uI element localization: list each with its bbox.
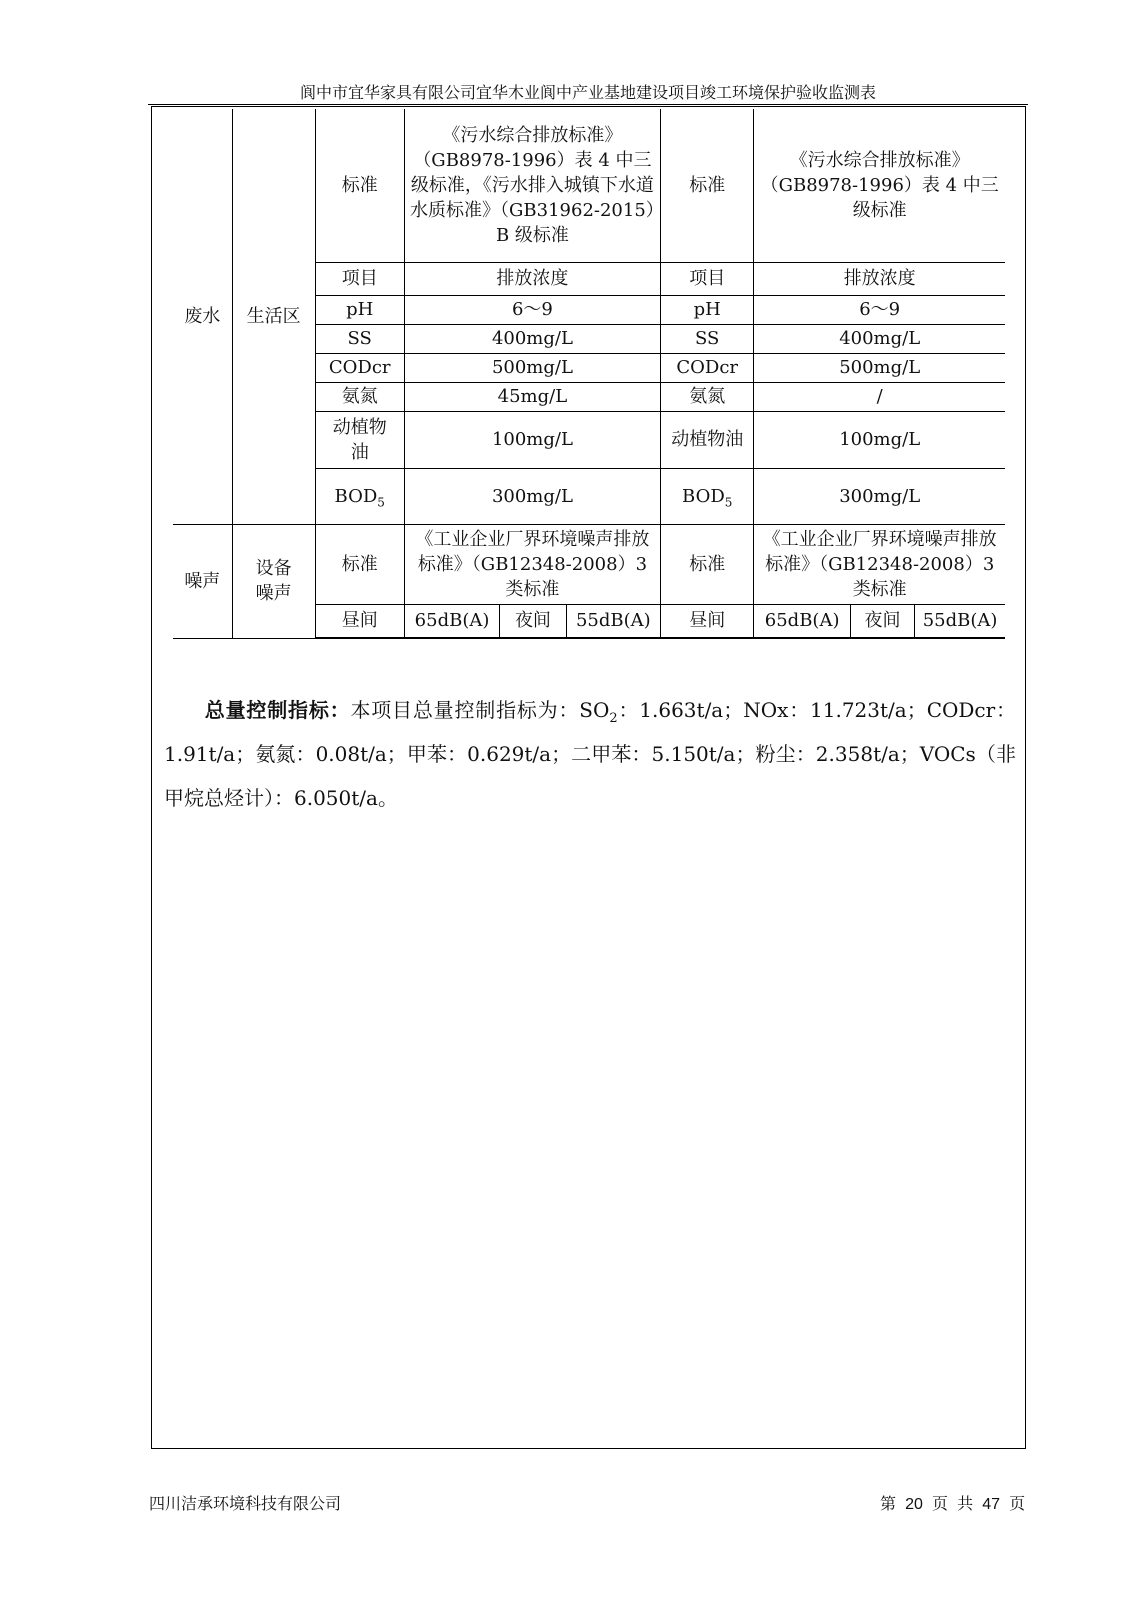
- bod-base: BOD: [682, 485, 725, 507]
- standard-right: 《污水综合排放标准》（GB8978-1996）表 4 中三级标准: [754, 109, 1005, 262]
- value-left: 400mg/L: [404, 324, 660, 353]
- category-noise: 噪声: [173, 524, 232, 638]
- night-label-left: 夜间: [500, 604, 566, 638]
- footer-company: 四川洁承环境科技有限公司: [149, 1494, 342, 1513]
- category-wastewater: 废水: [173, 109, 232, 524]
- value-left: 100mg/L: [404, 411, 660, 468]
- current-page: 20: [905, 1496, 923, 1513]
- item-left: SS: [315, 324, 404, 353]
- value-left: 500mg/L: [404, 353, 660, 382]
- night-label-right: 夜间: [850, 604, 914, 638]
- so2-subscript: 2: [609, 711, 618, 726]
- value-right: 100mg/L: [754, 411, 1005, 468]
- footer-page-number: [880, 1491, 1025, 1514]
- item-left: pH: [315, 295, 404, 324]
- standards-table: [173, 109, 1005, 639]
- item-left: CODcr: [315, 353, 404, 382]
- item-right: SS: [661, 324, 754, 353]
- wastewater-standard-row: [173, 109, 1005, 262]
- item-right: CODcr: [661, 353, 754, 382]
- value-left: 300mg/L: [404, 468, 660, 524]
- item-label-left: 项目: [315, 262, 404, 295]
- value-right: 300mg/L: [754, 468, 1005, 524]
- item-left: 动植物油: [315, 411, 404, 468]
- item-left: [315, 468, 404, 524]
- noise-standard-row: [173, 524, 1005, 604]
- night-value-right: 55dB(A): [915, 604, 1005, 638]
- value-left: 6～9: [404, 295, 660, 324]
- value-right: 500mg/L: [754, 353, 1005, 382]
- value-right: /: [754, 382, 1005, 411]
- area-living: 生活区: [232, 109, 315, 524]
- page-suffix: 页: [1009, 1494, 1026, 1513]
- item-label-right: 项目: [661, 262, 754, 295]
- bod-subscript: 5: [377, 495, 385, 510]
- day-label-right: 昼间: [661, 604, 754, 638]
- noise-standard-right: 《工业企业厂界环境噪声排放标准》（GB12348-2008）3 类标准: [754, 524, 1005, 604]
- day-value-left: 65dB(A): [404, 604, 499, 638]
- summary-text-1: 本项目总量控制指标为：SO: [350, 698, 610, 722]
- standard-left: 《污水综合排放标准》（GB8978-1996）表 4 中三级标准，《污水排入城镇下水道水质标准》（GB31962-2015）B 级标准: [404, 109, 660, 262]
- summary-text-2: ：1.663t/a；NOx：11.723t/a；CODcr：1.91t/a；氨氮：0.08t/a；甲苯：0.629t/a；二甲苯：5.150t/a；粉尘：2.358t/a；VOCs（非甲烷总烃计）：6.050t/a。: [164, 698, 1016, 810]
- item-right: 氨氮: [661, 382, 754, 411]
- total-pages: 47: [982, 1496, 1000, 1513]
- item-right: pH: [661, 295, 754, 324]
- standard-label-left: 标准: [315, 109, 404, 262]
- standard-label-right: 标准: [661, 109, 754, 262]
- total-control-paragraph: [164, 688, 1016, 820]
- day-label-left: 昼间: [315, 604, 404, 638]
- bod-subscript: 5: [724, 495, 733, 510]
- noise-standard-label-right: 标准: [661, 524, 754, 604]
- value-right: 6～9: [754, 295, 1005, 324]
- value-left: 45mg/L: [404, 382, 660, 411]
- total-control-label: 总量控制指标：: [204, 698, 351, 722]
- noise-standard-left: 《工业企业厂界环境噪声排放标准》（GB12348-2008）3 类标准: [404, 524, 660, 604]
- item-left: 氨氮: [315, 382, 404, 411]
- bod-base: BOD: [334, 485, 378, 507]
- area-equipment: 设备噪声: [232, 524, 315, 638]
- day-value-right: 65dB(A): [754, 604, 850, 638]
- page-mid: 页 共: [932, 1494, 974, 1513]
- value-right: 400mg/L: [754, 324, 1005, 353]
- header-divider: [148, 104, 1028, 105]
- conc-label-right: 排放浓度: [754, 262, 1005, 295]
- night-value-left: 55dB(A): [566, 604, 660, 638]
- noise-standard-label-left: 标准: [315, 524, 404, 604]
- page-prefix: 第: [880, 1494, 897, 1513]
- conc-label-left: 排放浓度: [404, 262, 660, 295]
- item-right: 动植物油: [661, 411, 754, 468]
- item-right: [661, 468, 754, 524]
- page-header: 阆中市宜华家具有限公司宜华木业阆中产业基地建设项目竣工环境保护验收监测表: [299, 83, 876, 102]
